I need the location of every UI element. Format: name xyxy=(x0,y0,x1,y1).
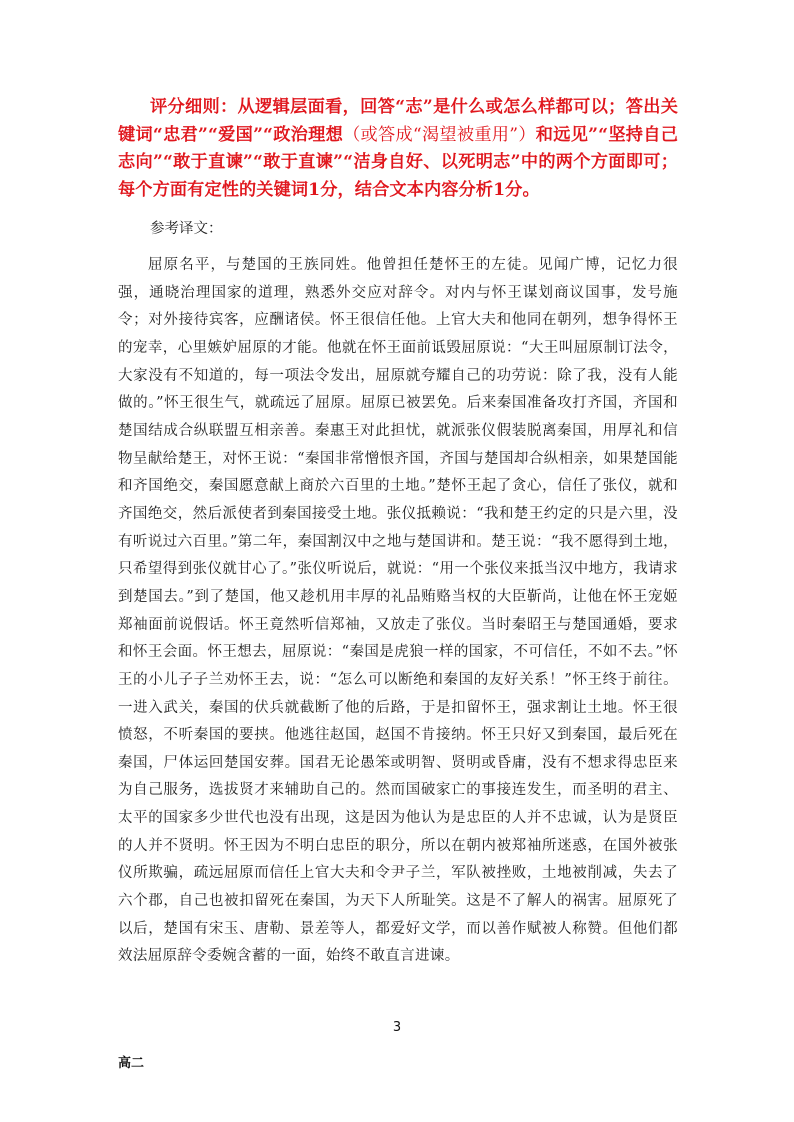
page-number: 3 xyxy=(392,1020,402,1035)
grade-label: 高二 xyxy=(118,1056,145,1071)
rubric-text-note: （或答成“渴望被重用”） xyxy=(343,124,536,145)
reference-translation-heading: 参考译文： xyxy=(150,221,223,237)
scoring-rubric xyxy=(118,94,678,204)
reference-translation-body: 屈原名平，与楚国的王族同姓。他曾担任楚怀王的左徒。见闻广博，记忆力很强，通晓治理国家的道理，熟悉外交应对辞令。对内与怀王谋划商议国事，发号施令；对外接待宾客，应酬诸侯。怀王很信任他。上官大夫和他同在朝列，想争得怀王的宠幸，心里嫉妒屈原的才能。他就在怀王面前诋毁屈原说：“大王叫屈原制订法令，大家没有不知道的，每一项法令发出，屈原就夸耀自己的功劳说：除了我，没有人能做的。”怀王很生气，就疏远了屈原。屈原已被罢免。后来秦国准备攻打齐国，齐国和楚国结成合纵联盟互相亲善。秦惠王对此担忧，就派张仪假装脱离秦国，用厚礼和信物呈献给楚王，对怀王说：“秦国非常憎恨齐国，齐国与楚国却合纵相亲，如果楚国能和齐国绝交，秦国愿意献上商於六百里的土地。”楚怀王起了贪心，信任了张仪，就和齐国绝交，然后派使者到秦国接受土地。张仪抵赖说：“我和楚王约定的只是六里，没有听说过六百里。”第二年，秦国割汉中之地与楚国讲和。楚王说：“我不愿得到土地，只希望得到张仪就甘心了。”张仪听说后，就说：“用一个张仪来抵当汉中地方，我请求到楚国去。”到了楚国，他又趁机用丰厚的礼品贿赂当权的大臣靳尚，让他在怀王宠姬郑袖面前说假话。怀王竟然听信郑袖，又放走了张仪。当时秦昭王与楚国通婚，要求和怀王会面。怀王想去，屈原说：“秦国是虎狼一样的国家，不可信任，不如不去。”怀王的小儿子子兰劝怀王去，说：“怎么可以断绝和秦国的友好关系！”怀王终于前往。一进入武关，秦国的伏兵就截断了他的后路，于是扣留怀王，强求割让土地。怀王很愤怒，不听秦国的要挟。他逃往赵国，赵国不肯接纳。怀王只好又到秦国，最后死在秦国，尸体运回楚国安葬。国君无论愚笨或明智、贤明或昏庸，没有不想求得忠臣来为自己服务，选拔贤才来辅助自己的。然而国破家亡的事接连发生，而圣明的君主、太平的国家多少世代也没有出现，这是因为他认为是忠臣的人并不忠诚，认为是贤臣的人并不贤明。怀王因为不明白忠臣的职分，所以在朝内被郑袖所迷惑，在国外被张仪所欺骗，疏远屈原而信任上官大夫和令尹子兰，军队被挫败，土地被削减，失去了六个郡，自己也被扣留死在秦国，为天下人所耻笑。这是不了解人的祸害。屈原死了以后，楚国有宋玉、唐勒、景差等人，都爱好文学，而以善作赋被人称赞。但他们都效法屈原辞令委婉含蓄的一面，始终不敢直言进谏。 xyxy=(118,257,678,965)
rubric-text-part1: 评分细则：从逻辑层面看，回答“志”是什么或怎么样都可以；答出关键词“忠君”“爱国”“政治理想 xyxy=(118,97,678,145)
rubric-text-part3: 和远见”“坚持自己志向”“敢于直谏”“敢于直谏”“洁身自好、以死明志”中的两个方面即可；每个方面有定性的关键词1分，结合文本内容分析1分。 xyxy=(118,124,678,200)
